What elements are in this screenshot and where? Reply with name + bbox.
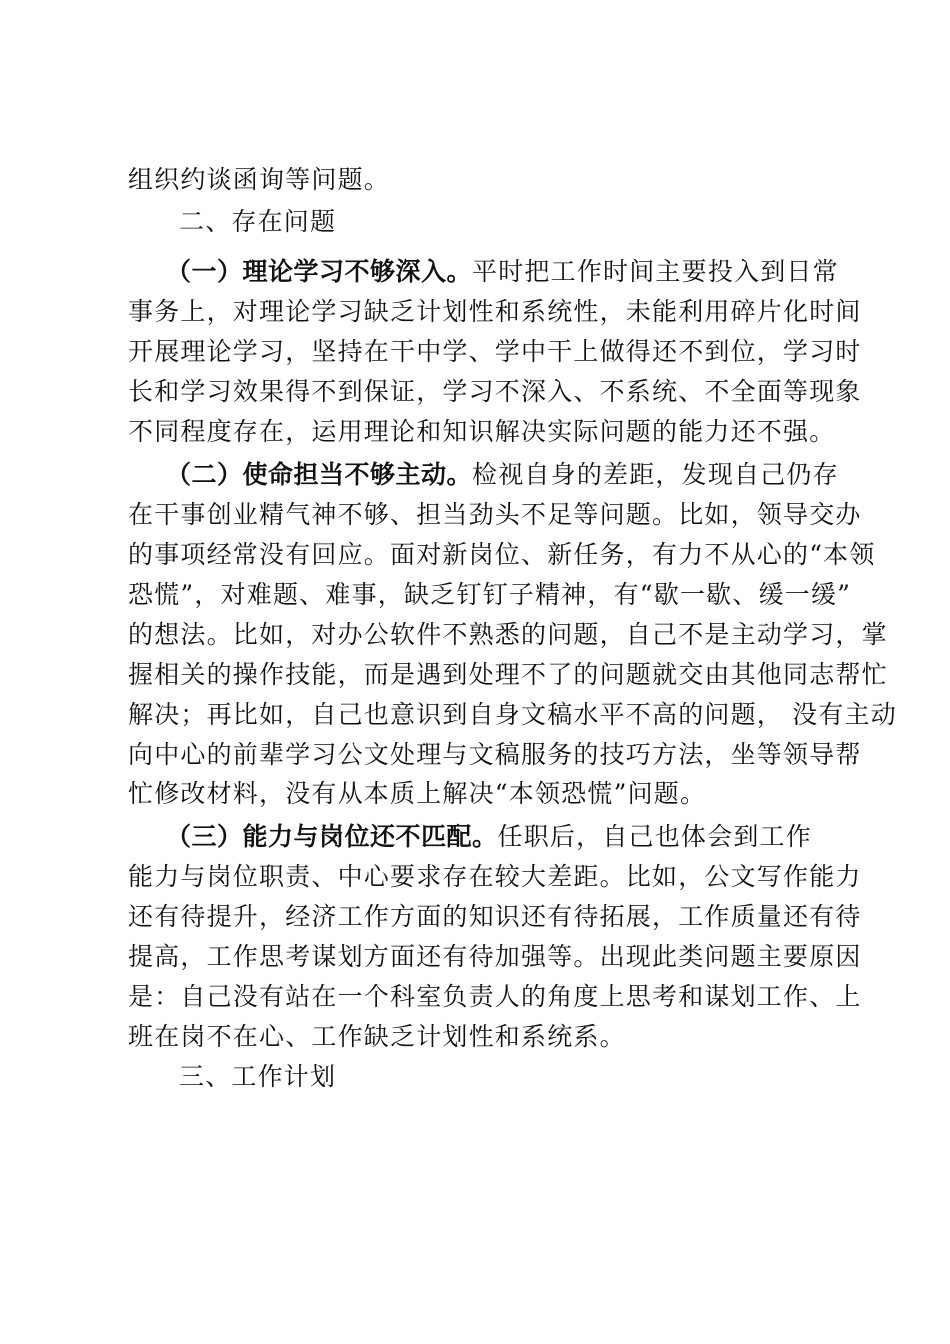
paragraph-text: 任职后，自己也体会到工作 (497, 822, 812, 851)
subsection-heading-2: （二）使命担当不够主动。 (166, 460, 473, 489)
text-line: 提高，工作思考谋划方面还有待加强等。出现此类问题主要原因 (128, 942, 862, 971)
text-line: 的事项经常没有回应。面对新岗位、新任务，有力不从心的“本领 (128, 540, 876, 569)
subsection-heading-1: （一）理论学习不够深入。 (166, 257, 473, 286)
text-line: 事务上，对理论学习缺乏计划性和系统性，未能利用碎片化时间 (128, 297, 862, 326)
text-line: 开展理论学习，坚持在干中学、学中干上做得还不到位，学习时 (128, 337, 862, 366)
text-line: 解决；再比如，自己也意识到自身文稿水平不高的问题， 没有主动 (128, 700, 897, 729)
paragraph-text: 平时把工作时间主要投入到日常 (472, 257, 839, 286)
text-line: 组织约谈函询等问题。 (128, 165, 391, 194)
section-heading-plan: 三、工作计划 (179, 1062, 337, 1091)
text-line: 的想法。比如，对办公软件不熟悉的问题，自己不是主动学习，掌 (128, 620, 888, 649)
text-line: 班在岗不在心、工作缺乏计划性和系统系。 (128, 1022, 626, 1051)
subsection-heading-3: （三）能力与岗位还不匹配。 (166, 822, 498, 851)
paragraph-text: 检视自身的差距，发现自己仍存 (472, 460, 839, 489)
text-line: 长和学习效果得不到保证，学习不深入、不系统、不全面等现象 (128, 377, 862, 406)
text-line: 恐慌”，对难题、难事，缺乏钉钉子精神，有“歇一歇、缓一缓” (128, 580, 852, 609)
text-line: 握相关的操作技能，而是遇到处理不了的问题就交由其他同志帮忙 (128, 660, 888, 689)
text-line: 忙修改材料，没有从本质上解决“本领恐慌”问题。 (128, 779, 707, 808)
text-line: 是：自己没有站在一个科室负责人的角度上思考和谋划工作、上 (128, 982, 862, 1011)
subsection-line (166, 822, 812, 852)
subsection-line (166, 460, 839, 490)
text-line: 向中心的前辈学习公文处理与文稿服务的技巧方法，坐等领导帮 (128, 740, 862, 769)
text-line: 不同程度存在，运用理论和知识解决实际问题的能力还不强。 (128, 417, 836, 446)
text-line: 还有待提升，经济工作方面的知识还有待拓展，工作质量还有待 (128, 902, 862, 931)
text-line: 能力与岗位职责、中心要求存在较大差距。比如，公文写作能力 (128, 862, 862, 891)
section-heading-issues: 二、存在问题 (179, 207, 337, 236)
subsection-line (166, 257, 839, 287)
text-line: 在干事创业精气神不够、担当劲头不足等问题。比如，领导交办 (128, 500, 862, 529)
